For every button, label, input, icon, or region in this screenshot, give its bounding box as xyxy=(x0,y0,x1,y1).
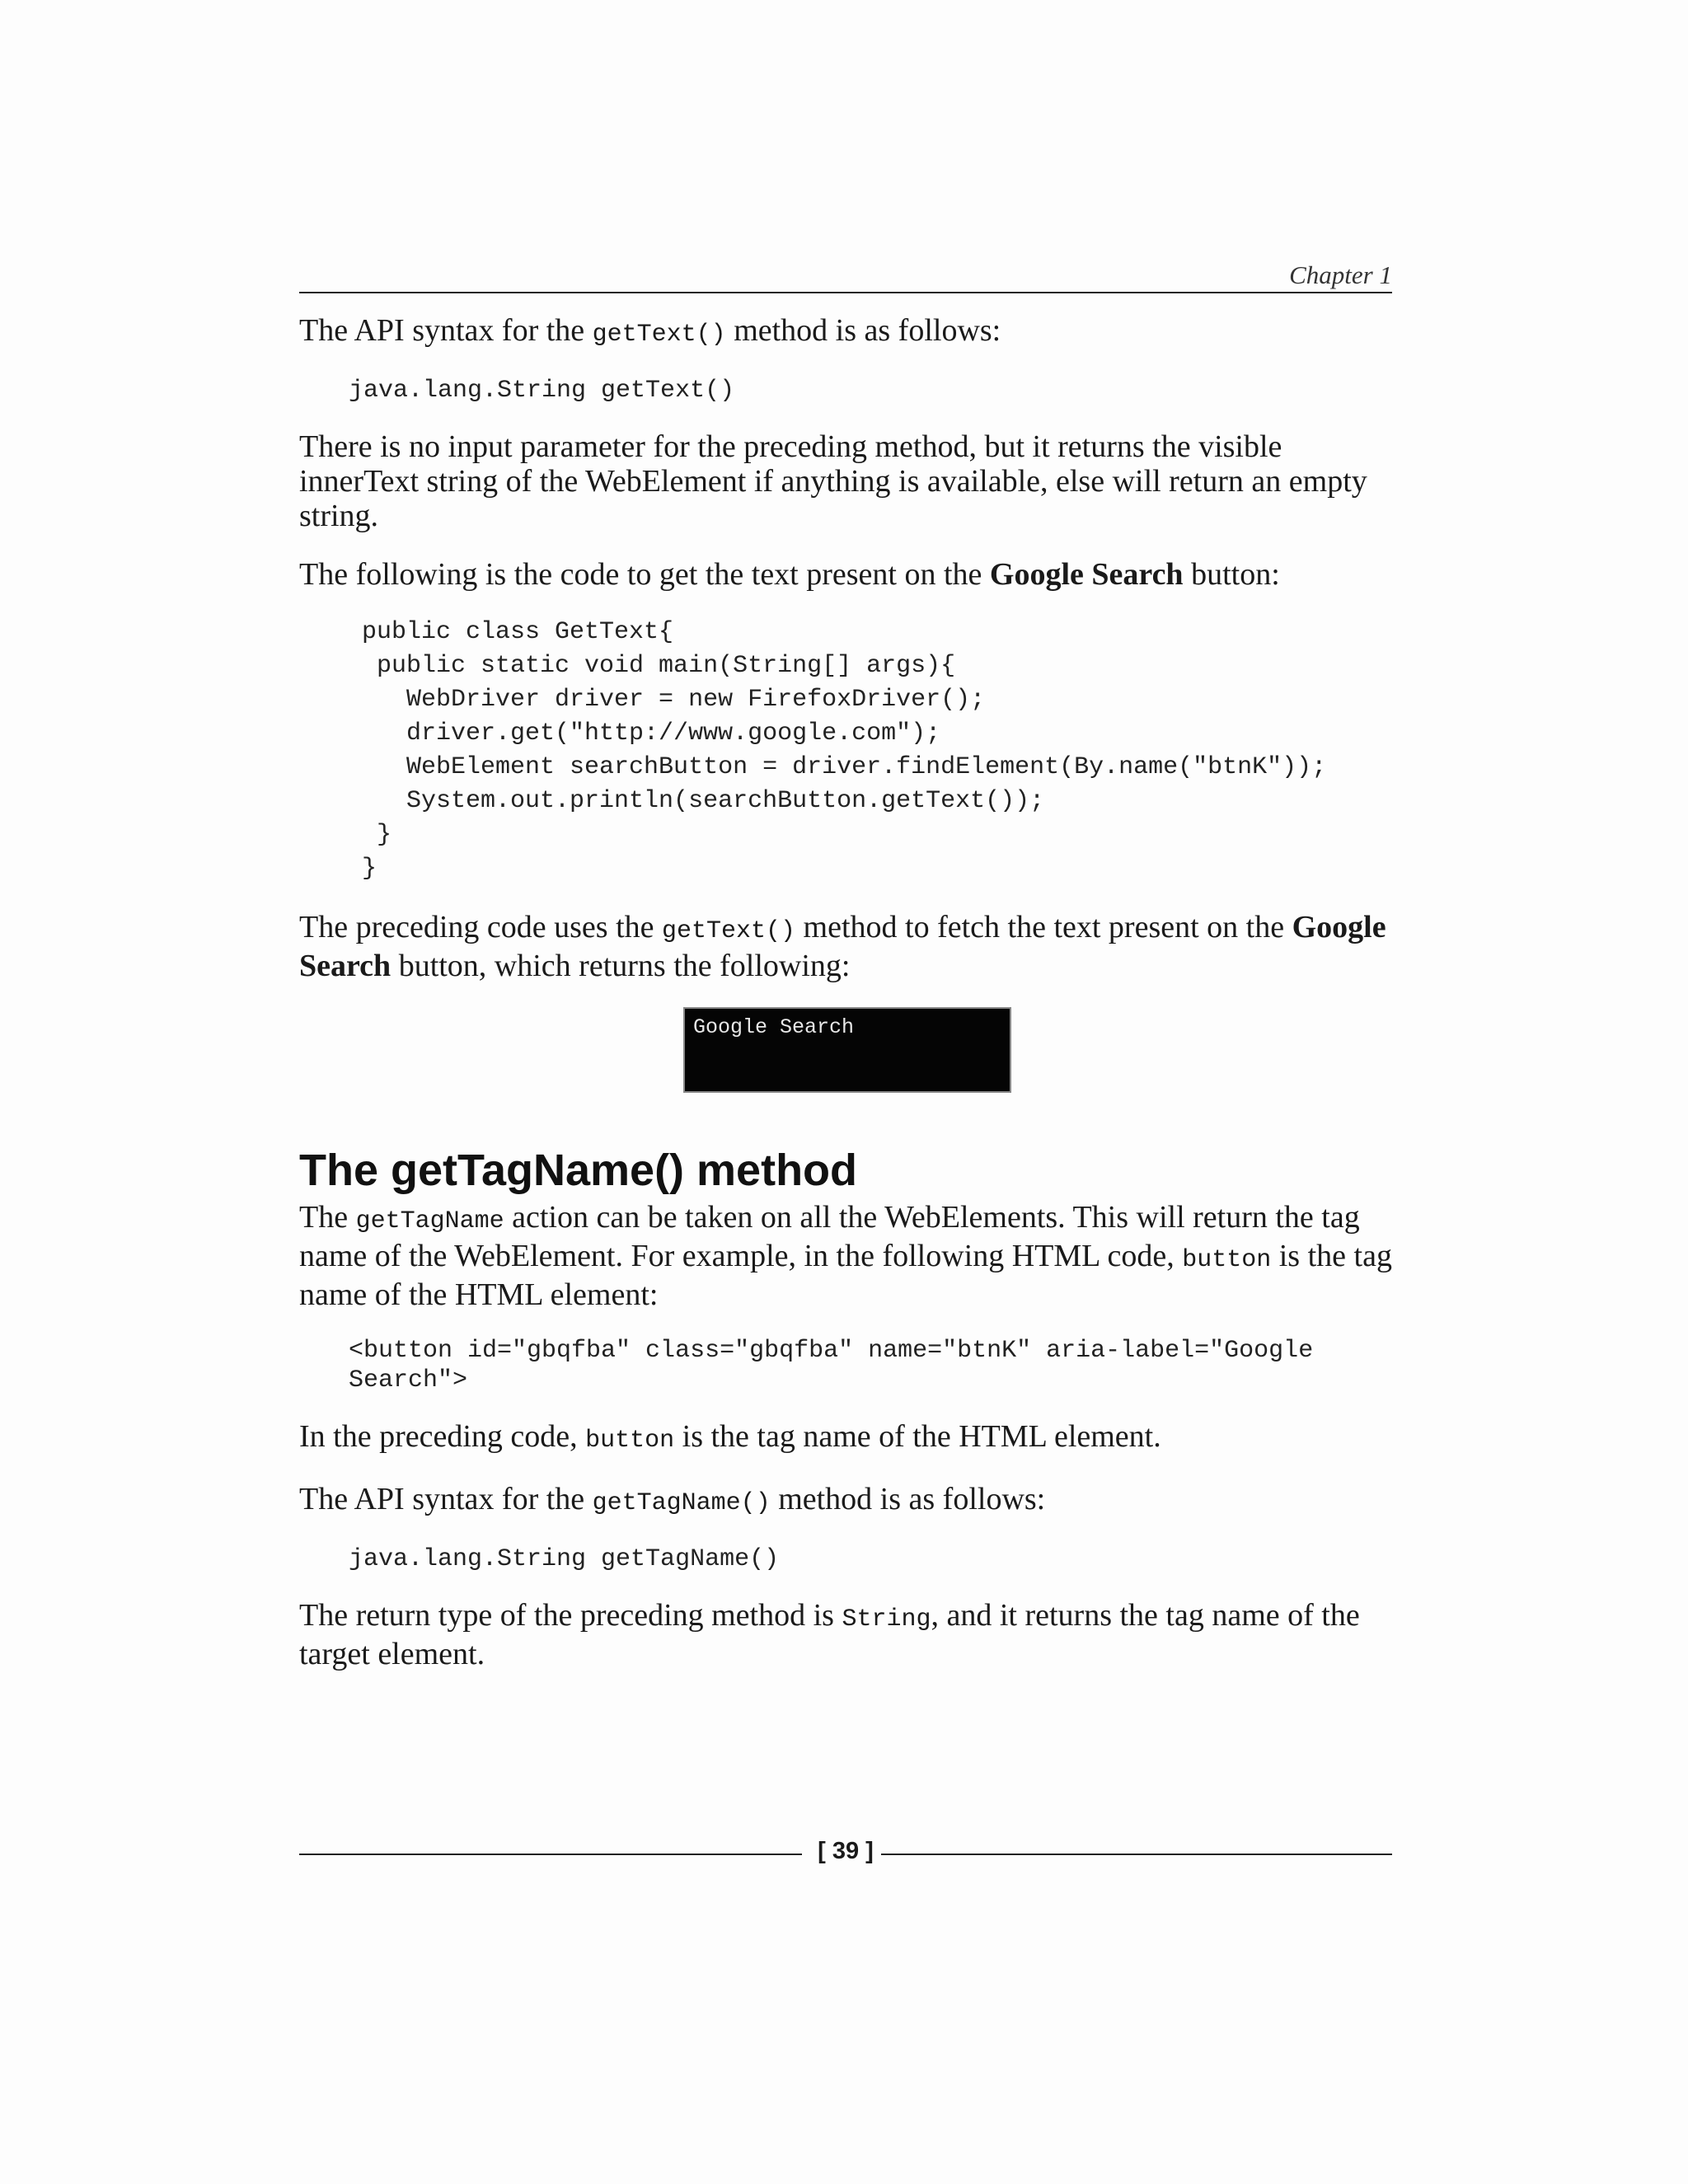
text: method is as follows: xyxy=(725,313,1001,348)
text: The return type of the preceding method is xyxy=(299,1598,842,1633)
paragraph-no-input-parameter: There is no input parameter for the preceding method, but it returns the visible innerText string of the WebElement if anything is available, else will return an empty string. xyxy=(299,429,1367,533)
page-content xyxy=(299,313,1395,1695)
code-line: } xyxy=(362,821,392,849)
paragraph-api-syntax-gettagname xyxy=(299,1482,1395,1521)
text: is the tag name of the HTML element. xyxy=(674,1419,1161,1454)
section-heading-gettagname: The getTagName() method xyxy=(299,1146,858,1195)
code-snippet-gettagname-signature: java.lang.String getTagName() xyxy=(349,1545,780,1573)
inline-code: button xyxy=(585,1427,675,1455)
text: The API syntax for the xyxy=(299,1482,593,1516)
figure-console-output xyxy=(299,1007,1395,1093)
text: The xyxy=(299,1200,356,1235)
inline-code: String xyxy=(842,1605,931,1633)
paragraph-api-syntax-gettext xyxy=(299,313,1395,352)
console-screenshot xyxy=(683,1007,1011,1093)
inline-code: getText() xyxy=(592,321,726,349)
inline-code: getText() xyxy=(662,917,796,945)
code-snippet-gettext-signature: java.lang.String getText() xyxy=(349,377,735,405)
text: , and it returns the tag name of the target element. xyxy=(299,1598,1360,1671)
bold-text: Google Search xyxy=(299,910,1386,983)
code-line: WebDriver driver = new FirefoxDriver(); xyxy=(362,686,986,714)
chapter-header: Chapter 1 xyxy=(1289,260,1392,289)
paragraph-gettagname-intro xyxy=(299,1200,1395,1312)
text: is the tag name of the HTML element: xyxy=(299,1239,1392,1312)
paragraph-button-tag-name xyxy=(299,1419,1395,1458)
inline-code: getTagName() xyxy=(592,1489,771,1517)
text: button: xyxy=(1183,557,1280,592)
code-block-gettext-example xyxy=(362,616,1395,886)
header-rule xyxy=(299,292,1392,293)
code-line: System.out.println(searchButton.getText()); xyxy=(362,787,1045,815)
code-line: public class GetText{ xyxy=(362,618,674,646)
code-line: public static void main(String[] args){ xyxy=(362,652,956,680)
text: button, which returns the following: xyxy=(391,949,851,983)
paragraph-return-type xyxy=(299,1598,1395,1671)
code-line: WebElement searchButton = driver.findElement(By.name("btnK")); xyxy=(362,753,1327,781)
text: The API syntax for the xyxy=(299,313,593,348)
code-snippet-button-html: <button id="gbqfba" class="gbqfba" name="btnK" aria-label="Google Search"> xyxy=(349,1337,1314,1394)
inline-code: button xyxy=(1182,1246,1272,1274)
text: method is as follows: xyxy=(770,1482,1046,1516)
text: The preceding code uses the xyxy=(299,910,662,944)
text: method to fetch the text present on the xyxy=(795,910,1292,944)
code-line: } xyxy=(362,855,377,883)
text: In the preceding code, xyxy=(299,1419,586,1454)
inline-code: getTagName xyxy=(355,1207,504,1235)
bold-text: Google Search xyxy=(989,557,1184,592)
page-footer xyxy=(299,1838,1392,1871)
paragraph-code-intro xyxy=(299,557,1395,592)
code-line: driver.get("http://www.google.com"); xyxy=(362,719,941,748)
paragraph-preceding-code xyxy=(299,910,1395,983)
text: The following is the code to get the text present on the xyxy=(299,557,990,592)
footer-rule-right xyxy=(881,1854,1392,1855)
text: action can be taken on all the WebElements. This will return the tag name of the WebElement. For example, in the following HTML code, xyxy=(299,1200,1360,1273)
console-output-text: Google Search xyxy=(693,1015,855,1039)
page-number: [ 39 ] xyxy=(818,1838,874,1864)
